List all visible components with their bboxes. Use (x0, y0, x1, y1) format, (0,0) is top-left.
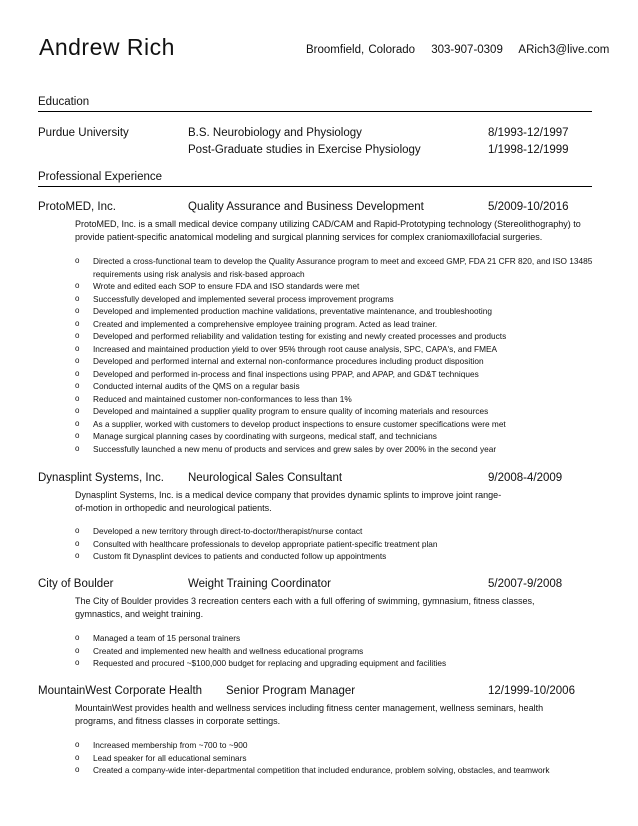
job-dates: 5/2007-9/2008 (488, 578, 563, 590)
job-description: The City of Boulder provides 3 recreation centers each with a full offering of swimming, gymnasium, fitness classes, gymnastics, and weight training. (75, 596, 535, 619)
education-school: Purdue University (38, 127, 129, 139)
bullet-item: o Created and implemented new health and wellness educational programs (75, 645, 595, 658)
job-title: Senior Program Manager (226, 685, 356, 697)
education-row-2 (38, 144, 592, 159)
job-company: MountainWest Corporate Health (38, 685, 203, 697)
contact-info (306, 44, 609, 56)
job-description: Dynasplint Systems, Inc. is a medical device company that provides dynamic splints to improve joint range-of-motion in orthopedic and neurological patients. (75, 490, 502, 513)
bullet-item: o Created a company-wide inter-departmental competition that included endurance, problem solving, obstacles, and teamwork (75, 764, 595, 777)
bullet-item: o Managed a team of 15 personal trainers (75, 632, 595, 645)
contact-phone: 303-907-0309 (431, 44, 503, 56)
bullet-item: o Developed and performed in-process and final inspections using PPAP, and APAP, and GD&T techniques (75, 368, 595, 381)
bullet-item: o Developed and maintained a supplier quality program to ensure quality of incoming materials and resources (75, 405, 595, 418)
contact-location: Broomfield, Colorado (306, 44, 416, 56)
bullet-item: o Wrote and edited each SOP to ensure FDA and ISO standards were met (75, 280, 595, 293)
job-bullets (75, 525, 595, 563)
bullet-item: o Consulted with healthcare professionals to develop appropriate patient-specific treatment plan (75, 538, 595, 551)
job-header (38, 578, 592, 593)
job-dates: 12/1999-10/2006 (488, 685, 575, 697)
bullet-item: o Conducted internal audits of the QMS on a regular basis (75, 380, 595, 393)
bullet-item: o Created and implemented a comprehensive employee training program. Acted as lead trainer. (75, 318, 595, 331)
bullet-item: o Increased membership from ~700 to ~900 (75, 739, 595, 752)
job-description: MountainWest provides health and wellness services including fitness center management, wellness seminars, health programs, and fitness classes in corporate settings. (75, 703, 544, 726)
job-title: Weight Training Coordinator (188, 578, 331, 590)
bullet-item: o Increased and maintained production yield to over 95% through root cause analysis, SPC, CAPA's, and FMEA (75, 343, 595, 356)
bullet-item: o Reduced and maintained customer non-conformances to less than 1% (75, 393, 595, 406)
education-degree-1: B.S. Neurobiology and Physiology (188, 127, 362, 139)
bullet-item: o Requested and procured ~$100,000 budget for replacing and upgrading equipment and facilities (75, 657, 595, 670)
job-dates: 9/2008-4/2009 (488, 472, 563, 484)
job-company: City of Boulder (38, 578, 114, 590)
education-degree-2: Post-Graduate studies in Exercise Physiology (188, 144, 421, 156)
bullet-item: o Successfully launched a new menu of products and services and grew sales by over 200% in the second year (75, 443, 595, 456)
job-bullets (75, 739, 595, 777)
job-company: Dynasplint Systems, Inc. (38, 472, 164, 484)
bullet-item: o Directed a cross-functional team to develop the Quality Assurance program to meet and exceed GMP, FDA 21 CFR 820, and ISO 13485 requirements using risk analysis and risk-based approach (75, 255, 595, 280)
job-title: Neurological Sales Consultant (188, 472, 343, 484)
education-row-1 (38, 127, 592, 142)
job-company: ProtoMED, Inc. (38, 201, 116, 213)
bullet-item: o Developed and performed internal and external non-conformance procedures including product disposition (75, 355, 595, 368)
resume-name: Andrew Rich (39, 34, 175, 60)
education-heading: Education (38, 96, 592, 112)
bullet-item: o Custom fit Dynasplint devices to patients and conducted follow up appointments (75, 550, 595, 563)
job-description: ProtoMED, Inc. is a small medical device company utilizing CAD/CAM and Rapid-Prototyping technology (Stereolithography) to provide patient-specific anatomical modeling and surgical planning services for complex craniomaxillofacial surgeries. (75, 219, 581, 242)
job-header (38, 472, 592, 487)
job-title: Quality Assurance and Business Development (188, 201, 424, 213)
bullet-item: o Successfully developed and implemented several process improvement programs (75, 293, 595, 306)
education-dates-1: 8/1993-12/1997 (488, 127, 569, 139)
bullet-item: o Lead speaker for all educational seminars (75, 752, 595, 765)
job-header (38, 201, 592, 216)
education-dates-2: 1/1998-12/1999 (488, 144, 569, 156)
bullet-item: o Developed and performed reliability and validation testing for existing and newly created processes and products (75, 330, 595, 343)
bullet-item: o Manage surgical planning cases by coordinating with surgeons, medical staff, and technicians (75, 430, 595, 443)
job-bullets (75, 632, 595, 670)
bullet-item: o Developed and implemented production machine validations, preventative maintenance, and troubleshooting (75, 305, 595, 318)
bullet-item: o Developed a new territory through direct-to-doctor/therapist/nurse contact (75, 525, 595, 538)
job-bullets (75, 255, 595, 455)
experience-heading: Professional Experience (38, 171, 592, 187)
contact-email[interactable]: ARich3@live.com (518, 44, 610, 56)
job-dates: 5/2009-10/2016 (488, 201, 569, 213)
job-header (38, 685, 592, 700)
bullet-item: o As a supplier, worked with customers to develop product inspections to ensure customer specifications were met (75, 418, 595, 431)
